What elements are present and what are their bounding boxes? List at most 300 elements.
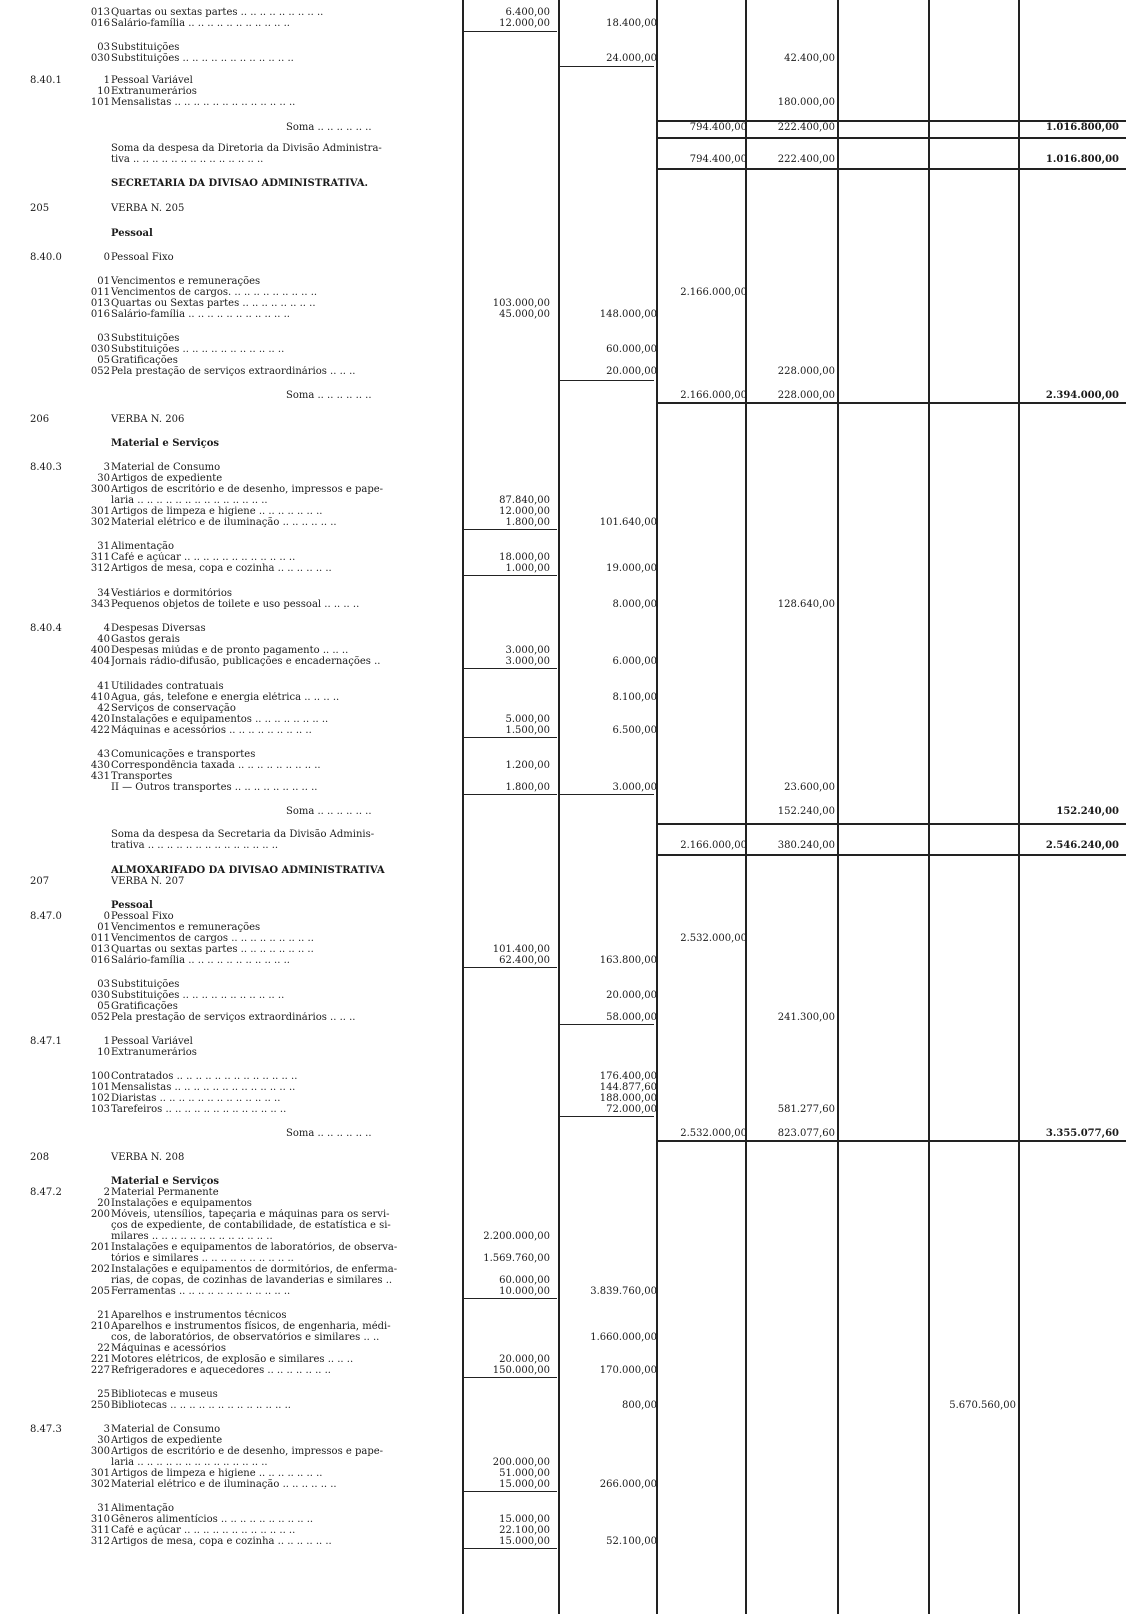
item-code: 103 xyxy=(90,1104,110,1115)
detail-value: 12.000,00 xyxy=(499,18,550,29)
item-description: Móveis, utensílios, tapeçaria e máquinas para os servi- xyxy=(111,1209,390,1220)
subtotal-rule xyxy=(462,1298,557,1299)
fixed-personnel-value: 794.400,00 xyxy=(689,122,747,133)
material-total-value: 5.670.560,00 xyxy=(949,1400,1016,1411)
item-description: Utilidades contratuais xyxy=(111,681,224,692)
group-total-value: 222.400,00 xyxy=(777,154,835,165)
detail-value: 101.400,00 xyxy=(492,944,550,955)
item-description: tórios e similares .. .. .. .. .. .. .. .. .. .. xyxy=(111,1253,294,1264)
subtotal-value: 101.640,00 xyxy=(599,517,657,528)
total-rule xyxy=(656,137,1126,139)
subtotal-rule xyxy=(558,794,654,795)
item-code: 30 xyxy=(97,473,110,484)
detail-value: 10.000,00 xyxy=(499,1286,550,1297)
detail-value: 1.569.760,00 xyxy=(483,1253,550,1264)
item-description: Artigos de mesa, copa e cozinha .. .. .. .. .. .. xyxy=(111,1536,332,1547)
item-description: Artigos de escritório e de desenho, impressos e pape- xyxy=(111,1446,384,1457)
subtotal-value: 19.000,00 xyxy=(606,563,657,574)
subtotal-rule xyxy=(462,31,557,32)
item-description: Substituições .. .. .. .. .. .. .. .. .. .. .. .. xyxy=(111,53,294,64)
item-code: 200 xyxy=(90,1209,110,1220)
subtotal-value: 148.000,00 xyxy=(599,309,657,320)
item-description: Agua, gás, telefone e energia elétrica .. .. .. .. xyxy=(111,692,340,703)
subtotal-value: 52.100,00 xyxy=(606,1536,657,1547)
item-code: 030 xyxy=(90,53,110,64)
subtotal-value: 6.500,00 xyxy=(612,725,657,736)
detail-value: 15.000,00 xyxy=(499,1514,550,1525)
item-description: Aparelhos e instrumentos técnicos xyxy=(111,1310,287,1321)
detail-value: 1.800,00 xyxy=(505,782,550,793)
group-total-value: 380.240,00 xyxy=(777,840,835,851)
item-code: 404 xyxy=(90,656,110,667)
item-description: Soma da despesa da Secretaria da Divisão Adminis- xyxy=(111,829,375,840)
item-code: 1 xyxy=(103,75,110,86)
subtotal-value: 72.000,00 xyxy=(606,1104,657,1115)
item-description: Pela prestação de serviços extraordinários .. .. .. xyxy=(111,1012,356,1023)
item-description: Gêneros alimentícios .. .. .. .. .. .. .. .. .. .. xyxy=(111,1514,314,1525)
grand-total-value: 1.016.800,00 xyxy=(1045,154,1119,165)
item-description: ços de expediente, de contabilidade, de estatística e si- xyxy=(111,1220,391,1231)
subtotal-rule xyxy=(558,66,654,67)
item-description: rias, de copas, de cozinhas de lavanderias e similares .. xyxy=(111,1275,393,1286)
item-description: Instalações e equipamentos xyxy=(111,1198,252,1209)
item-description: trativa .. .. .. .. .. .. .. .. .. .. .. .. .. .. xyxy=(111,840,279,851)
table-row xyxy=(0,1128,1135,1140)
subtotal-value: 3.839.760,00 xyxy=(590,1286,657,1297)
item-description: milares .. .. .. .. .. .. .. .. .. .. .. .. .. xyxy=(111,1231,273,1242)
item-description: Gratificações xyxy=(111,355,178,366)
item-description: Pessoal Fixo xyxy=(111,252,174,263)
item-description: Material e Serviços xyxy=(111,1176,220,1187)
classification-code: 8.40.0 xyxy=(30,252,62,263)
table-row xyxy=(0,1012,1135,1024)
detail-value: 22.100,00 xyxy=(499,1525,550,1536)
item-code: 43 xyxy=(97,749,110,760)
item-code: 20 xyxy=(97,1198,110,1209)
item-description: Jornais rádio-difusão, publicações e encadernações .. xyxy=(111,656,381,667)
grand-total-value: 2.546.240,00 xyxy=(1045,840,1119,851)
item-code: 31 xyxy=(97,1503,110,1514)
item-description: laria .. .. .. .. .. .. .. .. .. .. .. .. .. .. xyxy=(111,1457,268,1468)
item-description: VERBA N. 206 xyxy=(111,414,185,425)
subtotal-value: 24.000,00 xyxy=(606,53,657,64)
table-row xyxy=(0,1400,1135,1412)
item-code: 030 xyxy=(90,344,110,355)
item-description: Alimentação xyxy=(111,1503,175,1514)
item-description: Soma .. .. .. .. .. .. xyxy=(286,122,372,133)
item-code: 030 xyxy=(90,990,110,1001)
detail-value: 1.200,00 xyxy=(505,760,550,771)
item-code: 03 xyxy=(97,42,110,53)
item-code: 101 xyxy=(90,97,110,108)
item-code: 310 xyxy=(90,1514,110,1525)
table-row xyxy=(0,806,1135,818)
group-total-value: 180.000,00 xyxy=(777,97,835,108)
item-code: 10 xyxy=(97,1047,110,1058)
item-description: Quartas ou sextas partes .. .. .. .. .. .. .. .. .. xyxy=(111,7,324,18)
table-row xyxy=(0,1479,1135,1491)
item-description: Vestiários e dormitórios xyxy=(111,588,232,599)
item-description: Soma .. .. .. .. .. .. xyxy=(286,390,372,401)
item-description: Despesas miúdas e de pronto pagamento .. .. .. xyxy=(111,645,349,656)
item-code: 301 xyxy=(90,1468,110,1479)
subtotal-rule xyxy=(558,1116,654,1117)
item-description: Vencimentos e remunerações xyxy=(111,922,261,933)
item-description: SECRETARIA DA DIVISÃO ADMINISTRATIVA. xyxy=(111,178,369,189)
group-total-value: 241.300,00 xyxy=(777,1012,835,1023)
subtotal-rule xyxy=(462,529,557,530)
detail-value: 5.000,00 xyxy=(505,714,550,725)
item-description: Pessoal xyxy=(111,900,153,911)
classification-code: 8.40.1 xyxy=(30,75,62,86)
item-code: 100 xyxy=(90,1071,110,1082)
total-rule xyxy=(656,854,1126,856)
item-code: 013 xyxy=(90,298,110,309)
item-code: 102 xyxy=(90,1093,110,1104)
table-row xyxy=(0,390,1135,402)
item-description: Café e açúcar .. .. .. .. .. .. .. .. .. .. .. .. xyxy=(111,552,296,563)
item-description: Artigos de limpeza e higiene .. .. .. .. .. .. .. xyxy=(111,506,323,517)
grand-total-value: 152.240,00 xyxy=(1056,806,1119,817)
item-description: Extranumerários xyxy=(111,86,197,97)
subtotal-value: 20.000,00 xyxy=(606,366,657,377)
item-description: VERBA N. 205 xyxy=(111,203,185,214)
item-description: Alimentação xyxy=(111,541,175,552)
item-description: VERBA N. 207 xyxy=(111,876,185,887)
group-total-value: 42.400,00 xyxy=(784,53,835,64)
item-code: 01 xyxy=(97,922,110,933)
item-code: 210 xyxy=(90,1321,110,1332)
item-code: 227 xyxy=(90,1365,110,1376)
item-code: 013 xyxy=(90,944,110,955)
detail-value: 51.000,00 xyxy=(499,1468,550,1479)
detail-value: 20.000,00 xyxy=(499,1354,550,1365)
item-code: 016 xyxy=(90,955,110,966)
item-description: Instalações e equipamentos de dormitórios, de enferma- xyxy=(111,1264,398,1275)
item-code: 343 xyxy=(90,599,110,610)
table-row xyxy=(0,97,1135,109)
detail-value: 15.000,00 xyxy=(499,1479,550,1490)
item-description: Pela prestação de serviços extraordinários .. .. .. xyxy=(111,366,356,377)
item-code: 250 xyxy=(90,1400,110,1411)
classification-code: 8.40.3 xyxy=(30,462,62,473)
group-total-value: 228.000,00 xyxy=(777,366,835,377)
item-code: 311 xyxy=(90,1525,110,1536)
item-description: Artigos de expediente xyxy=(111,473,223,484)
table-row xyxy=(0,840,1135,852)
item-code: 431 xyxy=(90,771,110,782)
detail-value: 3.000,00 xyxy=(505,656,550,667)
item-description: Artigos de escritório e de desenho, impressos e pape- xyxy=(111,484,384,495)
item-code: 312 xyxy=(90,1536,110,1547)
subtotal-value: 3.000,00 xyxy=(612,782,657,793)
classification-code: 8.47.0 xyxy=(30,911,62,922)
subtotal-value: 170.000,00 xyxy=(599,1365,657,1376)
item-code: 400 xyxy=(90,645,110,656)
item-code: 011 xyxy=(90,933,110,944)
group-total-value: 152.240,00 xyxy=(777,806,835,817)
item-description: Instalações e equipamentos .. .. .. .. .. .. .. .. xyxy=(111,714,329,725)
detail-value: 150.000,00 xyxy=(492,1365,550,1376)
total-rule xyxy=(656,168,1126,170)
subtotal-value: 176.400,00 xyxy=(599,1071,657,1082)
table-row xyxy=(0,309,1135,321)
fixed-personnel-value: 2.166.000,00 xyxy=(680,840,747,851)
detail-value: 15.000,00 xyxy=(499,1536,550,1547)
table-row xyxy=(0,725,1135,737)
table-row xyxy=(0,366,1135,378)
item-description: Material e Serviços xyxy=(111,438,220,449)
item-code: 052 xyxy=(90,366,110,377)
total-rule xyxy=(656,402,1126,404)
table-row xyxy=(0,517,1135,529)
item-description: Quartas ou sextas partes .. .. .. .. .. .. .. .. xyxy=(111,944,314,955)
item-description: Bibliotecas e museus xyxy=(111,1389,218,1400)
item-description: Soma .. .. .. .. .. .. xyxy=(286,806,372,817)
detail-value: 45.000,00 xyxy=(499,309,550,320)
item-code: 1 xyxy=(103,1036,110,1047)
group-total-value: 23.600,00 xyxy=(784,782,835,793)
item-description: VERBA N. 208 xyxy=(111,1152,185,1163)
item-description: Ferramentas .. .. .. .. .. .. .. .. .. .. .. .. xyxy=(111,1286,291,1297)
item-code: 422 xyxy=(90,725,110,736)
subtotal-value: 266.000,00 xyxy=(599,1479,657,1490)
item-code: 34 xyxy=(97,588,110,599)
item-code: 30 xyxy=(97,1435,110,1446)
item-code: 430 xyxy=(90,760,110,771)
item-code: 016 xyxy=(90,18,110,29)
item-description: ALMOXARIFADO DA DIVISÃO ADMINISTRATIVA xyxy=(111,865,385,876)
item-description: Substituições xyxy=(111,333,180,344)
classification-code: 208 xyxy=(30,1152,50,1163)
item-description: Material elétrico e de iluminação .. .. .. .. .. .. xyxy=(111,517,337,528)
table-row xyxy=(0,782,1135,794)
item-description: Pessoal Fixo xyxy=(111,911,174,922)
detail-value: 18.000,00 xyxy=(499,552,550,563)
item-code: 311 xyxy=(90,552,110,563)
detail-value: 6.400,00 xyxy=(505,7,550,18)
item-description: Pessoal Variável xyxy=(111,75,193,86)
item-description: Vencimentos de cargos .. .. .. .. .. .. .. .. .. xyxy=(111,933,314,944)
item-code: 301 xyxy=(90,506,110,517)
item-code: 011 xyxy=(90,287,110,298)
classification-code: 8.47.2 xyxy=(30,1187,62,1198)
subtotal-rule xyxy=(462,668,557,669)
item-description: Extranumerários xyxy=(111,1047,197,1058)
subtotal-value: 1.660.000,00 xyxy=(590,1332,657,1343)
item-code: 052 xyxy=(90,1012,110,1023)
item-description: Material de Consumo xyxy=(111,1424,221,1435)
item-code: 01 xyxy=(97,276,110,287)
grand-total-value: 2.394.000,00 xyxy=(1045,390,1119,401)
detail-value: 103.000,00 xyxy=(492,298,550,309)
item-description: Mensalistas .. .. .. .. .. .. .. .. .. .. .. .. .. xyxy=(111,1082,296,1093)
detail-value: 1.000,00 xyxy=(505,563,550,574)
item-code: 016 xyxy=(90,309,110,320)
item-description: Comunicações e transportes xyxy=(111,749,256,760)
table-row xyxy=(0,1104,1135,1116)
subtotal-rule xyxy=(558,380,654,381)
item-code: 41 xyxy=(97,681,110,692)
item-code: 312 xyxy=(90,563,110,574)
subtotal-value: 18.400,00 xyxy=(606,18,657,29)
classification-code: 8.40.4 xyxy=(30,623,62,634)
item-code: 21 xyxy=(97,1310,110,1321)
item-description: Substituições .. .. .. .. .. .. .. .. .. .. .. xyxy=(111,344,285,355)
group-total-value: 222.400,00 xyxy=(777,122,835,133)
detail-value: 1.800,00 xyxy=(505,517,550,528)
item-description: Mensalistas .. .. .. .. .. .. .. .. .. .. .. .. .. xyxy=(111,97,296,108)
classification-code: 206 xyxy=(30,414,50,425)
item-description: Material Permanente xyxy=(111,1187,219,1198)
item-description: Artigos de limpeza e higiene .. .. .. .. .. .. .. xyxy=(111,1468,323,1479)
item-description: Quartas ou Sextas partes .. .. .. .. .. .. .. .. xyxy=(111,298,316,309)
item-description: Tarefeiros .. .. .. .. .. .. .. .. .. .. .. .. .. xyxy=(111,1104,287,1115)
fixed-personnel-value: 794.400,00 xyxy=(689,154,747,165)
table-row xyxy=(0,1365,1135,1377)
table-row xyxy=(0,1152,1135,1164)
subtotal-value: 188.000,00 xyxy=(599,1093,657,1104)
item-code: 10 xyxy=(97,86,110,97)
fixed-personnel-value: 2.166.000,00 xyxy=(680,390,747,401)
group-total-value: 581.277,60 xyxy=(777,1104,835,1115)
table-row xyxy=(0,599,1135,611)
item-code: 201 xyxy=(90,1242,110,1253)
table-row xyxy=(0,178,1135,190)
item-description: Café e açúcar .. .. .. .. .. .. .. .. .. .. .. .. xyxy=(111,1525,296,1536)
grand-total-value: 3.355.077,60 xyxy=(1045,1128,1119,1139)
subtotal-rule xyxy=(462,575,557,576)
item-description: Motores elétricos, de explosão e similares .. .. .. xyxy=(111,1354,354,1365)
item-code: 0 xyxy=(103,252,110,263)
subtotal-rule xyxy=(462,1377,557,1378)
item-description: Vencimentos e remunerações xyxy=(111,276,261,287)
group-total-value: 128.640,00 xyxy=(777,599,835,610)
subtotal-value: 800,00 xyxy=(622,1400,657,1411)
item-code: 302 xyxy=(90,1479,110,1490)
item-description: II — Outros transportes .. .. .. .. .. .. .. .. .. xyxy=(111,782,318,793)
detail-value: 3.000,00 xyxy=(505,645,550,656)
subtotal-value: 20.000,00 xyxy=(606,990,657,1001)
table-row xyxy=(0,438,1135,450)
item-description: Refrigeradores e aquecedores .. .. .. .. .. .. .. xyxy=(111,1365,331,1376)
item-description: Gastos gerais xyxy=(111,634,180,645)
item-description: tiva .. .. .. .. .. .. .. .. .. .. .. .. .. .. xyxy=(111,154,264,165)
detail-value: 62.400,00 xyxy=(499,955,550,966)
subtotal-value: 144.877,60 xyxy=(599,1082,657,1093)
fixed-personnel-value: 2.166.000,00 xyxy=(680,287,747,298)
table-row xyxy=(0,876,1135,888)
item-description: Salário-família .. .. .. .. .. .. .. .. .. .. .. xyxy=(111,309,290,320)
item-code: 05 xyxy=(97,1001,110,1012)
table-row xyxy=(0,1536,1135,1548)
fixed-personnel-value: 2.532.000,00 xyxy=(680,933,747,944)
subtotal-rule xyxy=(462,1491,557,1492)
subtotal-value: 8.100,00 xyxy=(612,692,657,703)
item-description: Vencimentos de cargos. .. .. .. .. .. .. .. .. .. xyxy=(111,287,318,298)
table-row xyxy=(0,414,1135,426)
item-code: 40 xyxy=(97,634,110,645)
item-description: Instalações e equipamentos de laboratórios, de observa- xyxy=(111,1242,398,1253)
table-row xyxy=(0,955,1135,967)
subtotal-rule xyxy=(462,737,557,738)
table-row xyxy=(0,1286,1135,1298)
classification-code: 205 xyxy=(30,203,50,214)
item-code: 4 xyxy=(103,623,110,634)
item-description: Salário-família .. .. .. .. .. .. .. .. .. .. .. xyxy=(111,955,290,966)
item-description: Pessoal xyxy=(111,228,153,239)
detail-value: 60.000,00 xyxy=(499,1275,550,1286)
detail-value: 200.000,00 xyxy=(492,1457,550,1468)
grand-total-value: 1.016.800,00 xyxy=(1045,122,1119,133)
item-description: Soma da despesa da Diretoria da Divisão Administra- xyxy=(111,143,382,154)
item-code: 31 xyxy=(97,541,110,552)
item-code: 42 xyxy=(97,703,110,714)
item-description: Contratados .. .. .. .. .. .. .. .. .. .. .. .. .. xyxy=(111,1071,298,1082)
group-total-value: 228.000,00 xyxy=(777,390,835,401)
fixed-personnel-value: 2.532.000,00 xyxy=(680,1128,747,1139)
table-row xyxy=(0,53,1135,65)
total-rule xyxy=(656,823,1126,825)
item-code: 101 xyxy=(90,1082,110,1093)
item-code: 302 xyxy=(90,517,110,528)
item-code: 25 xyxy=(97,1389,110,1400)
item-code: 410 xyxy=(90,692,110,703)
item-description: Pequenos objetos de toilete e uso pessoal .. .. .. .. xyxy=(111,599,360,610)
item-description: Substituições .. .. .. .. .. .. .. .. .. .. .. xyxy=(111,990,285,1001)
item-code: 03 xyxy=(97,979,110,990)
table-row xyxy=(0,154,1135,166)
subtotal-rule xyxy=(558,1024,654,1025)
item-code: 3 xyxy=(103,1424,110,1435)
subtotal-value: 6.000,00 xyxy=(612,656,657,667)
subtotal-value: 163.800,00 xyxy=(599,955,657,966)
detail-value: 1.500,00 xyxy=(505,725,550,736)
subtotal-rule xyxy=(462,967,557,968)
item-description: Artigos de expediente xyxy=(111,1435,223,1446)
item-description: Correspondência taxada .. .. .. .. .. .. .. .. .. xyxy=(111,760,321,771)
group-total-value: 823.077,60 xyxy=(777,1128,835,1139)
table-row xyxy=(0,228,1135,240)
item-code: 22 xyxy=(97,1343,110,1354)
subtotal-rule xyxy=(462,1548,557,1549)
item-description: Pessoal Variável xyxy=(111,1036,193,1047)
item-code: 221 xyxy=(90,1354,110,1365)
item-description: cos, de laboratórios, de observatórios e similares .. .. xyxy=(111,1332,380,1343)
subtotal-value: 58.000,00 xyxy=(606,1012,657,1023)
item-description: Aparelhos e instrumentos físicos, de engenharia, médi- xyxy=(111,1321,391,1332)
item-code: 300 xyxy=(90,484,110,495)
table-row xyxy=(0,563,1135,575)
item-description: Transportes xyxy=(111,771,173,782)
subtotal-value: 8.000,00 xyxy=(612,599,657,610)
item-description: Máquinas e acessórios xyxy=(111,1343,226,1354)
classification-code: 8.47.1 xyxy=(30,1036,62,1047)
item-description: Soma .. .. .. .. .. .. xyxy=(286,1128,372,1139)
item-code: 013 xyxy=(90,7,110,18)
total-rule xyxy=(656,1140,1126,1142)
table-row xyxy=(0,18,1135,30)
detail-value: 12.000,00 xyxy=(499,506,550,517)
detail-value: 2.200.000,00 xyxy=(483,1231,550,1242)
item-code: 205 xyxy=(90,1286,110,1297)
item-code: 420 xyxy=(90,714,110,725)
detail-value: 87.840,00 xyxy=(499,495,550,506)
item-description: Despesas Diversas xyxy=(111,623,206,634)
item-description: Substituições xyxy=(111,42,180,53)
subtotal-rule xyxy=(462,794,557,795)
item-code: 202 xyxy=(90,1264,110,1275)
